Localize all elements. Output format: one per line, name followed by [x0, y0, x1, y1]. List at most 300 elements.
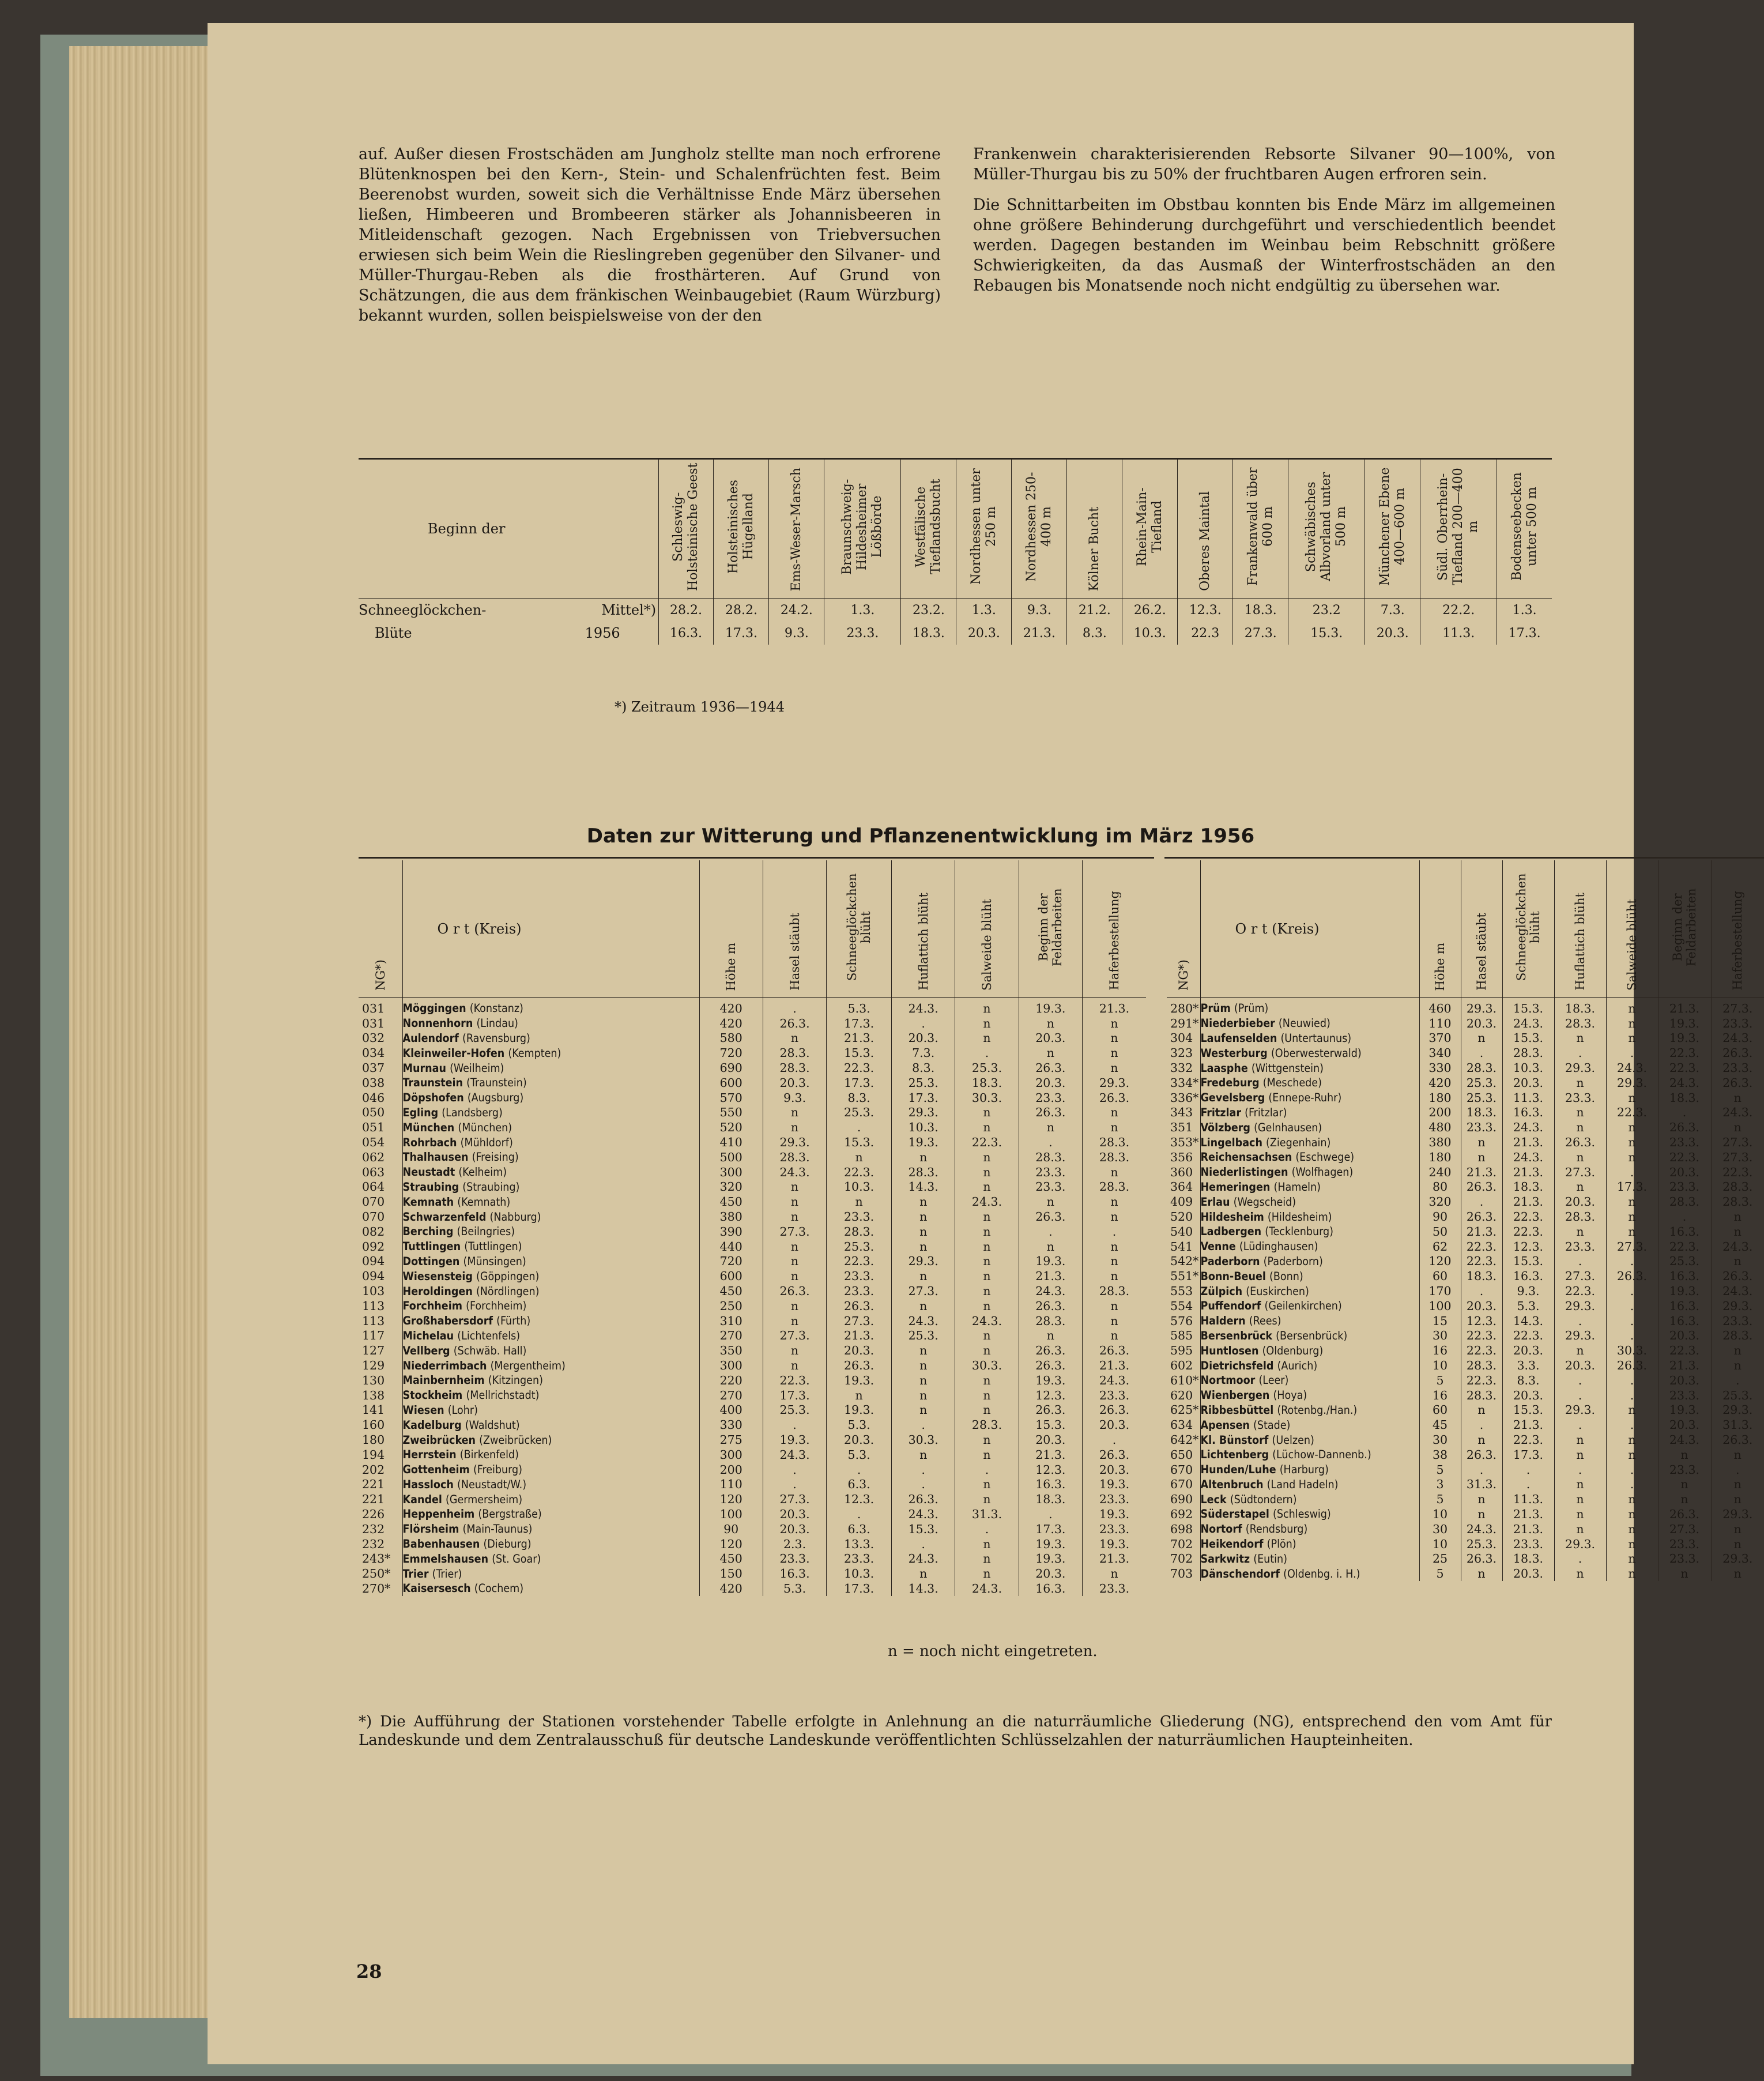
phenology-date: 24.3. — [1502, 1150, 1554, 1165]
phenology-date: 28.3. — [1658, 1194, 1711, 1209]
station-name — [402, 1254, 699, 1269]
station-elevation: 300 — [699, 1447, 763, 1462]
phenology-date: . — [1083, 1224, 1146, 1239]
station-name — [402, 1358, 699, 1373]
phenology-date: n — [892, 1358, 955, 1373]
phenology-date: 20.3. — [763, 1522, 826, 1537]
weather-row — [359, 1105, 1146, 1120]
bloom-row-mittel-label — [359, 599, 658, 622]
phenology-date: . — [1554, 1314, 1606, 1329]
phenology-date: 18.3. — [1554, 998, 1606, 1016]
weather-legend: n = noch nicht eingetreten. — [888, 1643, 1098, 1660]
phenology-date: n — [1606, 998, 1658, 1016]
station-place: Huntlosen — [1200, 1344, 1259, 1357]
phenology-date: 19.3. — [1658, 1284, 1711, 1299]
ng-code: 113 — [362, 1314, 385, 1328]
station-place: Laasphe — [1200, 1061, 1248, 1075]
bloom-cell: 23.3. — [824, 622, 901, 645]
phenology-date: . — [1606, 1254, 1658, 1269]
phenology-date: 27.3. — [1711, 1135, 1764, 1150]
station-elevation: 300 — [699, 1165, 763, 1180]
bloom-region-label: Südl. Oberrhein-Tiefland 200—400 m — [1436, 468, 1481, 586]
ng-code: 038 — [362, 1075, 385, 1090]
phenology-date: 17.3. — [1019, 1522, 1082, 1537]
weather-row — [359, 1239, 1146, 1254]
phenology-date: n — [1461, 1135, 1502, 1150]
phenology-date: n — [1554, 1507, 1606, 1522]
station-elevation: 330 — [1419, 1060, 1461, 1075]
bloom-cell: 8.3. — [1067, 622, 1122, 645]
ng-code: 702 — [1170, 1537, 1193, 1551]
phenology-date: n — [892, 1403, 955, 1418]
phenology-date: 22.3. — [827, 1165, 892, 1180]
phenology-date: 16.3. — [1019, 1581, 1082, 1596]
ng-code: 291* — [1170, 1016, 1199, 1030]
phenology-date: n — [1606, 1209, 1658, 1224]
weather-row — [359, 1254, 1146, 1269]
station-elevation: 390 — [699, 1224, 763, 1239]
phenology-date: 10.3. — [827, 1566, 892, 1581]
weather-row — [1167, 1105, 1764, 1120]
weather-row — [359, 1135, 1146, 1150]
phenology-date: n — [1554, 1432, 1606, 1447]
ng-code: 070 — [362, 1195, 385, 1209]
phenology-date: 21.3. — [1083, 1358, 1146, 1373]
bloom-header-label: Beginn der — [359, 459, 658, 599]
phenology-date: 20.3. — [763, 1075, 826, 1090]
station-name — [1200, 1075, 1419, 1090]
phenology-date: 27.3. — [763, 1329, 826, 1344]
station-district: (Mergentheim) — [490, 1359, 566, 1372]
ng-code: 054 — [362, 1135, 385, 1150]
phenology-date: n — [1019, 1120, 1082, 1135]
phenology-date: . — [827, 1507, 892, 1522]
station-place: Prüm — [1200, 1002, 1231, 1015]
bloom-region-label: Ems-Weser-Marsch — [789, 467, 804, 591]
phenology-date: n — [955, 1031, 1019, 1046]
phenology-date: n — [1711, 1566, 1764, 1581]
weather-header-label: Haferbestellung — [1731, 891, 1745, 991]
weather-row — [1167, 1403, 1764, 1418]
phenology-date: 28.3. — [1711, 1194, 1764, 1209]
phenology-date: 24.3. — [955, 1581, 1019, 1596]
phenology-date: n — [955, 1551, 1019, 1566]
phenology-date: 22.3. — [1461, 1373, 1502, 1388]
station-elevation: 580 — [699, 1031, 763, 1046]
phenology-date: n — [955, 1254, 1019, 1269]
ng-code: 127 — [362, 1344, 385, 1358]
bloom-region-label: Nordhessen 250-400 m — [1024, 472, 1054, 582]
weather-row — [359, 1060, 1146, 1075]
station-elevation: 16 — [1419, 1343, 1461, 1358]
phenology-date: n — [892, 1269, 955, 1284]
phenology-date: n — [1554, 1120, 1606, 1135]
station-place: Gottenheim — [402, 1463, 470, 1477]
bloom-region-header — [1233, 459, 1288, 599]
station-place: Kadelburg — [402, 1418, 462, 1432]
phenology-date: n — [955, 1492, 1019, 1507]
phenology-date: 28.3. — [763, 1045, 826, 1060]
phenology-date: n — [1083, 1031, 1146, 1046]
station-district: (Untertaunus) — [1280, 1031, 1352, 1045]
weather-header-feld — [1019, 860, 1082, 998]
station-name — [1200, 1135, 1419, 1150]
phenology-date: 12.3. — [1019, 1388, 1082, 1403]
phenology-date: n — [1461, 1403, 1502, 1418]
phenology-date: 15.3. — [1019, 1417, 1082, 1432]
station-elevation: 180 — [1419, 1150, 1461, 1165]
phenology-date: . — [1461, 1194, 1502, 1209]
phenology-date: 15.3. — [827, 1135, 892, 1150]
phenology-date: 28.3. — [1461, 1060, 1502, 1075]
phenology-date: 19.3. — [1658, 1403, 1711, 1418]
station-place: Haldern — [1200, 1314, 1246, 1328]
phenology-date: 21.3. — [1502, 1417, 1554, 1432]
station-district: (Landsberg) — [442, 1105, 503, 1119]
station-name — [402, 1373, 699, 1388]
station-district: (Trier) — [432, 1567, 462, 1580]
phenology-date: 22.3. — [1502, 1329, 1554, 1344]
bloom-footnote: *) Zeitraum 1936—1944 — [615, 699, 785, 715]
phenology-date: n — [892, 1209, 955, 1224]
bloom-region-header — [769, 459, 824, 599]
phenology-date: n — [1019, 1016, 1082, 1031]
phenology-date: 29.3. — [1554, 1403, 1606, 1418]
phenology-date: n — [1083, 1016, 1146, 1031]
weather-row — [359, 1551, 1146, 1566]
bloom-region-header — [658, 459, 714, 599]
station-place: Nonnenhorn — [402, 1017, 473, 1030]
phenology-date: n — [1554, 1566, 1606, 1581]
bloom-cell: 17.3. — [1497, 622, 1552, 645]
station-district: (Schleswig) — [1273, 1507, 1331, 1521]
station-district: (Lindau) — [476, 1017, 518, 1030]
station-name — [402, 1403, 699, 1418]
phenology-date: . — [955, 1522, 1019, 1537]
phenology-date: 22.3. — [1461, 1343, 1502, 1358]
phenology-date: n — [1711, 1343, 1764, 1358]
phenology-date: n — [1019, 1045, 1082, 1060]
page-edges — [69, 46, 219, 2018]
station-elevation: 60 — [1419, 1269, 1461, 1284]
weather-header-label: Haferbestellung — [1107, 891, 1122, 991]
weather-header-label: NG*) — [1176, 959, 1190, 991]
phenology-date: n — [955, 1269, 1019, 1284]
phenology-date: n — [892, 1150, 955, 1165]
station-place: Puffendorf — [1200, 1299, 1261, 1313]
phenology-date: n — [1461, 1492, 1502, 1507]
phenology-date: 17.3. — [892, 1090, 955, 1105]
station-place: Hemeringen — [1200, 1180, 1271, 1194]
station-district: (Dieburg) — [483, 1537, 532, 1551]
phenology-date: 29.3. — [1711, 1507, 1764, 1522]
phenology-date: n — [1658, 1477, 1711, 1492]
bloom-cell: 26.2. — [1122, 599, 1178, 622]
ng-code: 046 — [362, 1090, 385, 1105]
station-place: Zweibrücken — [402, 1433, 476, 1447]
phenology-date: 28.3. — [1711, 1329, 1764, 1344]
ng-code: 232 — [362, 1537, 385, 1551]
page-number: 28 — [356, 1960, 382, 1982]
phenology-date: n — [1711, 1447, 1764, 1462]
phenology-date: 28.3. — [1083, 1135, 1146, 1150]
bloom-cell: 22.2. — [1420, 599, 1497, 622]
bloom-region-header — [1288, 459, 1365, 599]
phenology-date: n — [1711, 1477, 1764, 1492]
station-name — [1200, 1060, 1419, 1075]
phenology-date: 20.3. — [827, 1343, 892, 1358]
station-district: (Eschwege) — [1295, 1150, 1355, 1164]
bloom-cell: 1.3. — [1497, 599, 1552, 622]
phenology-date: 26.3. — [1019, 1403, 1082, 1418]
ng-code: 553 — [1170, 1284, 1193, 1299]
phenology-date: n — [1711, 1209, 1764, 1224]
weather-row — [359, 1537, 1146, 1552]
station-name — [402, 1581, 699, 1596]
station-elevation: 690 — [699, 1060, 763, 1075]
phenology-date: 23.3. — [1554, 1239, 1606, 1254]
station-district: (Forchheim) — [466, 1299, 527, 1313]
station-district: (Plön) — [1267, 1537, 1296, 1551]
phenology-date: 8.3. — [1502, 1373, 1554, 1388]
phenology-date: 12.3. — [1019, 1462, 1082, 1477]
bloom-cell: 11.3. — [1420, 622, 1497, 645]
phenology-date: 19.3. — [1658, 1031, 1711, 1046]
phenology-date: 14.3. — [1502, 1314, 1554, 1329]
station-name — [1200, 998, 1419, 1016]
weather-row — [359, 1522, 1146, 1537]
phenology-date: . — [955, 1045, 1019, 1060]
phenology-date: 20.3. — [892, 1031, 955, 1046]
phenology-date: n — [892, 1299, 955, 1314]
weather-row — [1167, 1075, 1764, 1090]
weather-row — [359, 1507, 1146, 1522]
phenology-date: n — [827, 1388, 892, 1403]
bloom-region-header — [714, 459, 769, 599]
phenology-date: 22.3. — [1606, 1105, 1658, 1120]
station-district: (Fritzlar) — [1245, 1105, 1287, 1119]
bloom-region-header — [1365, 459, 1420, 599]
bloom-region-label: Nordhessen unter 250 m — [968, 468, 998, 585]
station-place: Egling — [402, 1105, 439, 1119]
phenology-date: 24.3. — [955, 1194, 1019, 1209]
phenology-date: . — [1083, 1432, 1146, 1447]
phenology-date: 27.3. — [1606, 1239, 1658, 1254]
phenology-date: 12.3. — [1502, 1239, 1554, 1254]
phenology-date: n — [1711, 1492, 1764, 1507]
ng-code: 343 — [1170, 1105, 1193, 1120]
station-elevation: 240 — [1419, 1165, 1461, 1180]
phenology-date: 21.3. — [1502, 1165, 1554, 1180]
phenology-date: 16.3. — [1658, 1314, 1711, 1329]
phenology-date: 14.3. — [892, 1180, 955, 1195]
station-place: Thalhausen — [402, 1150, 469, 1164]
station-place: Dietrichsfeld — [1200, 1359, 1274, 1372]
phenology-date: n — [1606, 1566, 1658, 1581]
phenology-date: 23.3. — [1083, 1581, 1146, 1596]
phenology-date: 28.3. — [1554, 1209, 1606, 1224]
phenology-date: 23.3. — [1711, 1060, 1764, 1075]
station-elevation: 720 — [699, 1045, 763, 1060]
bloom-cell: 17.3. — [714, 622, 769, 645]
bloom-cell: 28.2. — [714, 599, 769, 622]
phenology-date: 26.3. — [1019, 1299, 1082, 1314]
station-place: Kaisersesch — [402, 1582, 471, 1595]
phenology-date: 24.3. — [1461, 1522, 1502, 1537]
station-place: Heroldingen — [402, 1284, 473, 1298]
phenology-date: 20.3. — [763, 1507, 826, 1522]
weather-header-ort: O r t (Kreis) — [1200, 860, 1419, 998]
station-place: Hunden/Luhe — [1200, 1463, 1276, 1477]
phenology-date: n — [955, 1566, 1019, 1581]
station-name — [1200, 1447, 1419, 1462]
phenology-date: 25.3. — [1461, 1075, 1502, 1090]
phenology-date: . — [955, 1462, 1019, 1477]
station-district: (Rotenbg./Han.) — [1277, 1403, 1358, 1417]
phenology-date: 24.3. — [1711, 1105, 1764, 1120]
ng-code: 221 — [362, 1492, 385, 1507]
weather-row — [1167, 1120, 1764, 1135]
station-district: (Nördlingen) — [476, 1284, 540, 1298]
phenology-date: 25.3. — [827, 1239, 892, 1254]
station-elevation: 250 — [699, 1299, 763, 1314]
phenology-date: n — [1083, 1566, 1146, 1581]
station-elevation: 90 — [699, 1522, 763, 1537]
weather-header-schnee — [827, 860, 892, 998]
bloom-cell: 7.3. — [1365, 599, 1420, 622]
phenology-date: 31.3. — [1711, 1417, 1764, 1432]
phenology-date: n — [763, 1269, 826, 1284]
phenology-date: n — [1658, 1492, 1711, 1507]
ng-code: 670 — [1170, 1477, 1193, 1492]
bloom-sub-mittel: Mittel*) — [601, 602, 657, 618]
station-district: (Straubing) — [462, 1180, 520, 1194]
phenology-date: 23.3. — [827, 1551, 892, 1566]
weather-header-huf — [892, 860, 955, 998]
phenology-date: n — [955, 1343, 1019, 1358]
weather-table-left — [359, 860, 1146, 1596]
bloom-cell: 24.2. — [769, 599, 824, 622]
station-name — [1200, 1180, 1419, 1195]
phenology-date: 27.3. — [1554, 1269, 1606, 1284]
bloom-region-header — [824, 459, 901, 599]
weather-row — [359, 1403, 1146, 1418]
station-place: Niederrimbach — [402, 1359, 487, 1372]
weather-header-huf — [1554, 860, 1606, 998]
ng-code: 221 — [362, 1477, 385, 1492]
ng-code: 129 — [362, 1359, 385, 1373]
phenology-date: 24.3. — [892, 1507, 955, 1522]
station-name — [402, 1239, 699, 1254]
bloom-cell: 12.3. — [1178, 599, 1233, 622]
ng-code: 520 — [1170, 1210, 1193, 1224]
bloom-region-label: Kölner Bucht — [1087, 506, 1102, 591]
phenology-date: 23.3. — [827, 1269, 892, 1284]
phenology-date: 21.3. — [1019, 1447, 1082, 1462]
ng-code: 353* — [1170, 1135, 1199, 1150]
weather-header-sal — [955, 860, 1019, 998]
weather-row — [1167, 1492, 1764, 1507]
weather-row — [1167, 1135, 1764, 1150]
phenology-date: n — [827, 1194, 892, 1209]
phenology-date: 23.3. — [1019, 1090, 1082, 1105]
station-elevation: 270 — [699, 1329, 763, 1344]
station-district: (Weilheim) — [450, 1061, 504, 1075]
station-name — [1200, 1388, 1419, 1403]
station-district: (Cochem) — [474, 1582, 524, 1595]
station-district: (Kitzingen) — [488, 1373, 543, 1387]
station-place: Apensen — [1200, 1418, 1250, 1432]
station-place: Herrstein — [402, 1448, 457, 1462]
phenology-date: 30.3. — [892, 1432, 955, 1447]
ng-code: 138 — [362, 1388, 385, 1402]
phenology-date: 26.3. — [1019, 1105, 1082, 1120]
weather-header-label: Höhe m — [724, 942, 738, 991]
bloom-cell: 9.3. — [1012, 599, 1067, 622]
weather-header-label: Salweide blüht — [980, 899, 994, 991]
phenology-date: . — [1019, 1135, 1082, 1150]
weather-row — [1167, 1194, 1764, 1209]
station-district: (Main-Taunus) — [462, 1522, 533, 1536]
phenology-date: 20.3. — [1502, 1566, 1554, 1581]
station-district: (Augsburg) — [467, 1091, 524, 1105]
phenology-date: 23.3. — [827, 1284, 892, 1299]
phenology-date: . — [1554, 1254, 1606, 1269]
station-elevation: 460 — [1419, 998, 1461, 1016]
phenology-date: 6.3. — [827, 1477, 892, 1492]
phenology-date: 19.3. — [1083, 1507, 1146, 1522]
phenology-date: 17.3. — [827, 1016, 892, 1031]
phenology-date: 25.3. — [892, 1329, 955, 1344]
ng-code: 703 — [1170, 1567, 1193, 1581]
station-name — [402, 1388, 699, 1403]
station-place: Kandel — [402, 1492, 442, 1506]
station-elevation: 5 — [1419, 1462, 1461, 1477]
phenology-date: 21.3. — [1083, 1551, 1146, 1566]
station-name — [402, 1507, 699, 1522]
station-elevation: 420 — [699, 1581, 763, 1596]
station-place: Bersenbrück — [1200, 1329, 1273, 1342]
station-elevation: 60 — [1419, 1403, 1461, 1418]
weather-table-right — [1167, 860, 1764, 1581]
phenology-date: 27.3. — [1711, 998, 1764, 1016]
station-elevation: 100 — [699, 1507, 763, 1522]
phenology-date: n — [955, 1388, 1019, 1403]
station-elevation: 110 — [1419, 1016, 1461, 1031]
station-district: (Stade) — [1253, 1418, 1291, 1432]
station-name — [402, 1150, 699, 1165]
station-name — [402, 1120, 699, 1135]
weather-header-label: Salweide blüht — [1625, 899, 1639, 991]
ng-code: 031 — [362, 1001, 385, 1015]
phenology-date: 11.3. — [1502, 1090, 1554, 1105]
station-elevation: 220 — [699, 1373, 763, 1388]
phenology-date: 24.3. — [1711, 1284, 1764, 1299]
phenology-date: n — [1019, 1239, 1082, 1254]
phenology-date: 23.3. — [1658, 1180, 1711, 1195]
bloom-cell: 9.3. — [769, 622, 824, 645]
phenology-date: 15.3. — [892, 1522, 955, 1537]
intro-right-column — [973, 144, 1555, 306]
phenology-date: . — [892, 1462, 955, 1477]
station-district: (Mellrichstadt) — [466, 1388, 540, 1402]
phenology-date: 28.3. — [955, 1417, 1019, 1432]
phenology-date: n — [955, 1180, 1019, 1195]
bloom-cell: 20.3. — [1365, 622, 1420, 645]
ng-code: 585 — [1170, 1329, 1193, 1343]
phenology-date: n — [1083, 1329, 1146, 1344]
phenology-date: 23.3. — [1711, 1314, 1764, 1329]
